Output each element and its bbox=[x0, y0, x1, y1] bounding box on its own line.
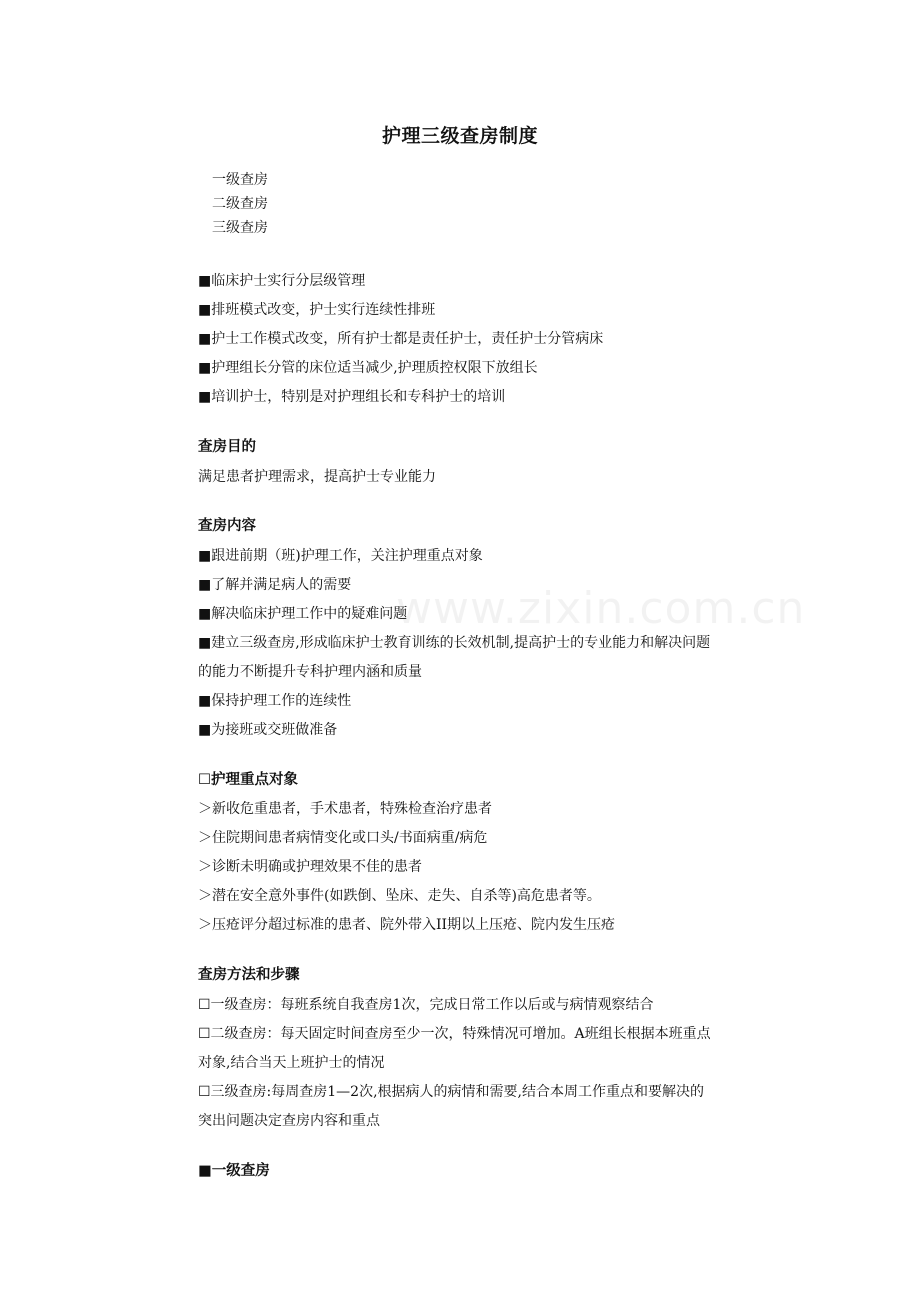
method-item-continuation: 突出问题决定查房内容和重点 bbox=[198, 1113, 380, 1129]
method-item: ☐一级查房：每班系统自我查房1次，完成日常工作以后或与病情观察结合 bbox=[198, 997, 654, 1013]
content-item: ■了解并满足病人的需要 bbox=[198, 577, 352, 593]
key-target-item: ＞新收危重患者，手术患者，特殊检查治疗患者 bbox=[198, 801, 492, 817]
content-item: ■建立三级查房,形成临床护士教育训练的长效机制,提高护士的专业能力和解决问题 bbox=[198, 635, 711, 651]
content-item: ■跟进前期（班)护理工作，关注护理重点对象 bbox=[198, 548, 483, 564]
key-target-item: ＞住院期间患者病情变化或口头/书面病重/病危 bbox=[198, 830, 488, 846]
section-heading-methods: 查房方法和步骤 bbox=[198, 967, 300, 983]
section-heading-content: 查房内容 bbox=[198, 518, 256, 534]
management-item: ■培训护士，特别是对护理组长和专科护士的培训 bbox=[198, 389, 506, 405]
method-item: ☐二级查房：每天固定时间查房至少一次，特殊情况可增加。A班组长根据本班重点 bbox=[198, 1026, 711, 1042]
management-item: ■排班模式改变，护士实行连续性排班 bbox=[198, 302, 436, 318]
level-item: 三级查房 bbox=[212, 220, 268, 236]
content-item: ■保持护理工作的连续性 bbox=[198, 693, 352, 709]
management-item: ■护理组长分管的床位适当减少,护理质控权限下放组长 bbox=[198, 360, 538, 376]
section-heading-key-targets: ☐护理重点对象 bbox=[198, 772, 298, 788]
content-item-continuation: 的能力不断提升专科护理内涵和质量 bbox=[198, 664, 422, 680]
document-title: 护理三级查房制度 bbox=[381, 125, 538, 147]
key-target-item: ＞诊断未明确或护理效果不佳的患者 bbox=[198, 859, 422, 875]
key-target-item: ＞潜在安全意外事件(如跌倒、坠床、走失、自杀等)高危患者等。 bbox=[198, 888, 601, 904]
method-item-continuation: 对象,结合当天上班护士的情况 bbox=[198, 1055, 385, 1071]
section-heading-level-one: ■一级查房 bbox=[198, 1163, 270, 1179]
watermark: www.zixin.com.cn bbox=[396, 583, 806, 634]
management-item: ■临床护士实行分层级管理 bbox=[198, 273, 366, 289]
section-heading-purpose: 查房目的 bbox=[198, 439, 256, 455]
key-target-item: ＞压疮评分超过标准的患者、院外带入II期以上压疮、院内发生压疮 bbox=[198, 917, 616, 933]
level-item: 二级查房 bbox=[212, 196, 268, 212]
level-item: 一级查房 bbox=[212, 172, 268, 188]
content-item: ■解决临床护理工作中的疑难问题 bbox=[198, 606, 408, 622]
content-item: ■为接班或交班做准备 bbox=[198, 722, 338, 738]
management-item: ■护士工作模式改变，所有护士都是责任护士，责任护士分管病床 bbox=[198, 331, 604, 347]
method-item: ☐三级查房:每周查房1—2次,根据病人的病情和需要,结合本周工作重点和要解决的 bbox=[198, 1084, 704, 1100]
purpose-text: 满足患者护理需求，提高护士专业能力 bbox=[198, 469, 436, 485]
